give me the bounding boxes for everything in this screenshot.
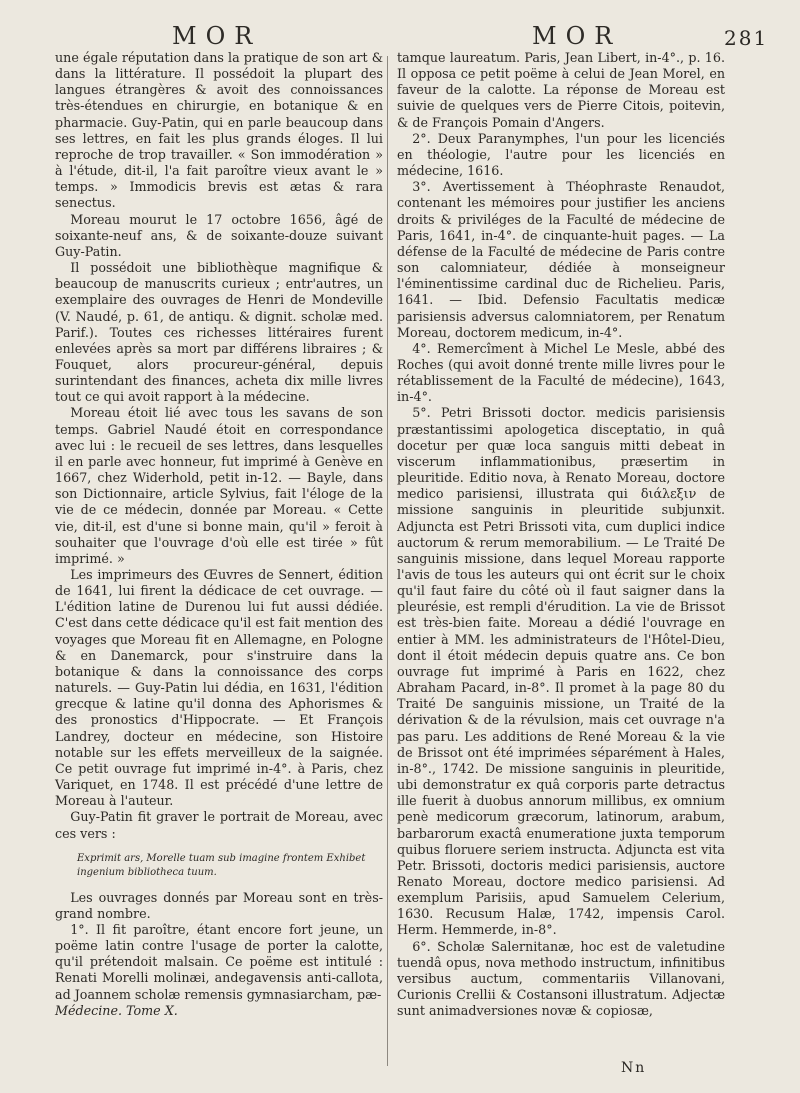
paragraph: Moreau étoit lié avec tous les savans de son temps. Gabriel Naudé étoit en correspondance avec lui : le recueil de ses lettres, dans lesquelles il en parle avec honneur, fut imprimé à Genève en 1667, chez Widerhold, petit in-12. — Bayle, dans son Dictionnaire, article Sylvius, fait l'éloge de la vie de ce médecin, donnée par Moreau. « Cette vie, dit-il, est d'une si bonne main, qu'il » feroit à souhaiter que l'ouvrage d'où elle est tirée » fût imprimé. »	[55, 405, 383, 566]
paragraph: Guy-Patin fit graver le portrait de Moreau, avec ces vers :	[55, 809, 383, 841]
running-head-right: MOR	[532, 22, 622, 50]
verse-quote: Exprimit ars, Morelle tuam sub imagine frontem Exhibet ingenium bibliotheca tuum.	[77, 852, 366, 878]
paragraph: 4°. Remercîment à Michel Le Mesle, abbé des Roches (qui avoit donné trente mille livres pour le rétablissement de la Faculté de médecine), 1643, in-4°.	[397, 340, 725, 405]
paragraph: 2°. Deux Paranymphes, l'un pour les licenciés en théologie, l'autre pour les licenciés en médecine, 1616.	[397, 130, 725, 179]
paragraph: 3°. Avertissement à Théophraste Renaudot, contenant les mémoires pour justifier les anciens droits & priviléges de la Faculté de médecine de Paris, 1641, in-4°. de cinquante-huit pages. — La défense de la Faculté de médecine de Paris contre son calomniateur, dédiée à monseigneur l'éminentissime cardinal duc de Richelieu. Paris, 1641. — Ibid. Defensio Facultatis medicæ parisiensis adversus calomniatorem, per Renatum Moreau, doctorem medicum, in-4°.	[397, 179, 725, 340]
paragraph: une égale réputation dans la pratique de son art & dans la littérature. Il possédoit la plupart des langues étrangères & avoit des connoissances très-étendues en chirurgie, en botanique & en pharmacie. Guy-Patin, qui en parle beaucoup dans ses lettres, en fait les plus grands éloges. Il lui reproche de trop travailler. « Son immodération » à l'étude, dit-il, l'a fait paroître vieux avant le » temps. » Immodicis brevis est ætas & rara senectus.	[55, 50, 383, 211]
paragraph: Moreau mourut le 17 octobre 1656, âgé de soixante-neuf ans, & de soixante-douze suivant Guy-Patin.	[55, 211, 383, 259]
paragraph: 6°. Scholæ Salernitanæ, hoc est de valetudine tuendâ opus, nova methodo instructum, infinitibus versibus auctum, commentariis Villanovani, Curionis Crellii & Costansoni illustratum. Adjectæ sunt animadversiones novæ & copiosæ,	[397, 938, 725, 1019]
paragraph: Les ouvrages donnés par Moreau sont en très-grand nombre.	[55, 889, 383, 921]
paragraph: Les imprimeurs des Œuvres de Sennert, édition de 1641, lui firent la dédicace de cet ouvrage. — L'édition latine de Durenou lui fut aussi dédiée. C'est dans cette dédicace qu'il est fait mention des voyages que Moreau fit en Allemagne, en Pologne & en Danemarck, pour s'instruire dans la botanique & dans la connoissance des corps naturels. — Guy-Patin lui dédia, en 1631, l'édition grecque & latine qu'il donna des Aphorismes & des pronostics d'Hippocrate. — Et François Landrey, docteur en médecine, son Histoire notable sur les effets merveilleux de la saignée. Ce petit ouvrage fut imprimé in-4°. à Paris, chez Variquet, en 1748. Il est précédé d'une lettre de Moreau à l'auteur.	[55, 567, 383, 809]
paragraph: 5°. Petri Brissoti doctor. medicis parisiensis præstantissimi apologetica disceptatio, in quâ docetur per quæ loca sanguis mitti debeat in viscerum inflammationibus, præsertim in pleuritide. Editio nova, à Renato Moreau, doctore medico parisiensi, illustrata qui διάλεξιν de missione sanguinis in pleuritide subjunxit. Adjuncta est Petri Brissoti vita, cum duplici indice auctorum & rerum memorabilium. — Le Traité De sanguinis missione, dans lequel Moreau rapporte l'avis de tous les auteurs qui ont écrit sur le choix qu'il faut faire du côté où il faut saigner dans la pleurésie, est rempli d'érudition. La vie de Brissot est très-bien faite. Moreau a dédié l'ouvrage en entier à MM. les administrateurs de l'Hôtel-Dieu, dont il étoit médecin depuis quatre ans. Ce bon ouvrage fut imprimé à Paris en 1622, chez Abraham Pacard, in-8°. Il promet à la page 80 du Traité De sanguinis missione, un Traité de la dérivation & de la révulsion, mais cet ouvrage n'a pas paru. Les additions de René Moreau & la vie de Brissot ont été imprimées séparément à Hales, in-8°., 1742. De missione sanguinis in pleuritide, ubi demonstratur ex quâ corporis parte detractus ille fuerit à duobus annorum millibus, ex omnium penè medicorum græcorum, latinorum, arabum, barbarorum exactâ enumeratione juxta temporum quibus floruere seriem instructa. Adjuncta est vita Petr. Brissoti, doctoris medici parisiensis, auctore Renato Moreau, doctore medico parisiensi. Ad exemplum Parisiis, apud Samuelem Celerium, 1630. Recusum Halæ, 1742, impensis Carol. Herm. Hemmerde, in-8°.	[397, 405, 725, 938]
running-head-left: MOR	[172, 22, 262, 50]
signature-mark: Nn	[621, 1060, 647, 1076]
column-divider	[387, 56, 388, 1066]
left-column	[55, 50, 383, 1019]
paragraph: tamque laureatum. Paris, Jean Libert, in-4°., p. 16. Il opposa ce petit poëme à celui de Jean Morel, en faveur de la calotte. La réponse de Moreau est suivie de quelques vers de Pierre Citois, poitevin, & de François Pomain d'Angers.	[397, 50, 725, 130]
paragraph: Il possédoit une bibliothèque magnifique & beaucoup de manuscrits curieux ; entr'autres, un exemplaire des ouvrages de Henri de Mondeville (V. Naudé, p. 61, de antiqu. & dignit. scholæ med. Parif.). Toutes ces richesses littéraires furent enlevées après sa mort par différens libraires ; & Fouquet, alors procureur-général, depuis surintendant des finances, acheta dix mille livres tout ce qui avoit rapport à la médecine.	[55, 260, 383, 405]
paragraph: 1°. Il fit paroître, étant encore fort jeune, un poëme latin contre l'usage de porter la calotte, qu'il prétendoit malsain. Ce poëme est intitulé : Renati Morelli molinæi, andegavensis anti-callota, ad Joannem scholæ remensis gymnasiarcham, pæ-	[55, 921, 383, 1002]
footer-volume-line: Médecine. Tome X.	[55, 1002, 178, 1018]
page-number: 281	[724, 26, 769, 50]
right-column	[397, 50, 725, 1019]
